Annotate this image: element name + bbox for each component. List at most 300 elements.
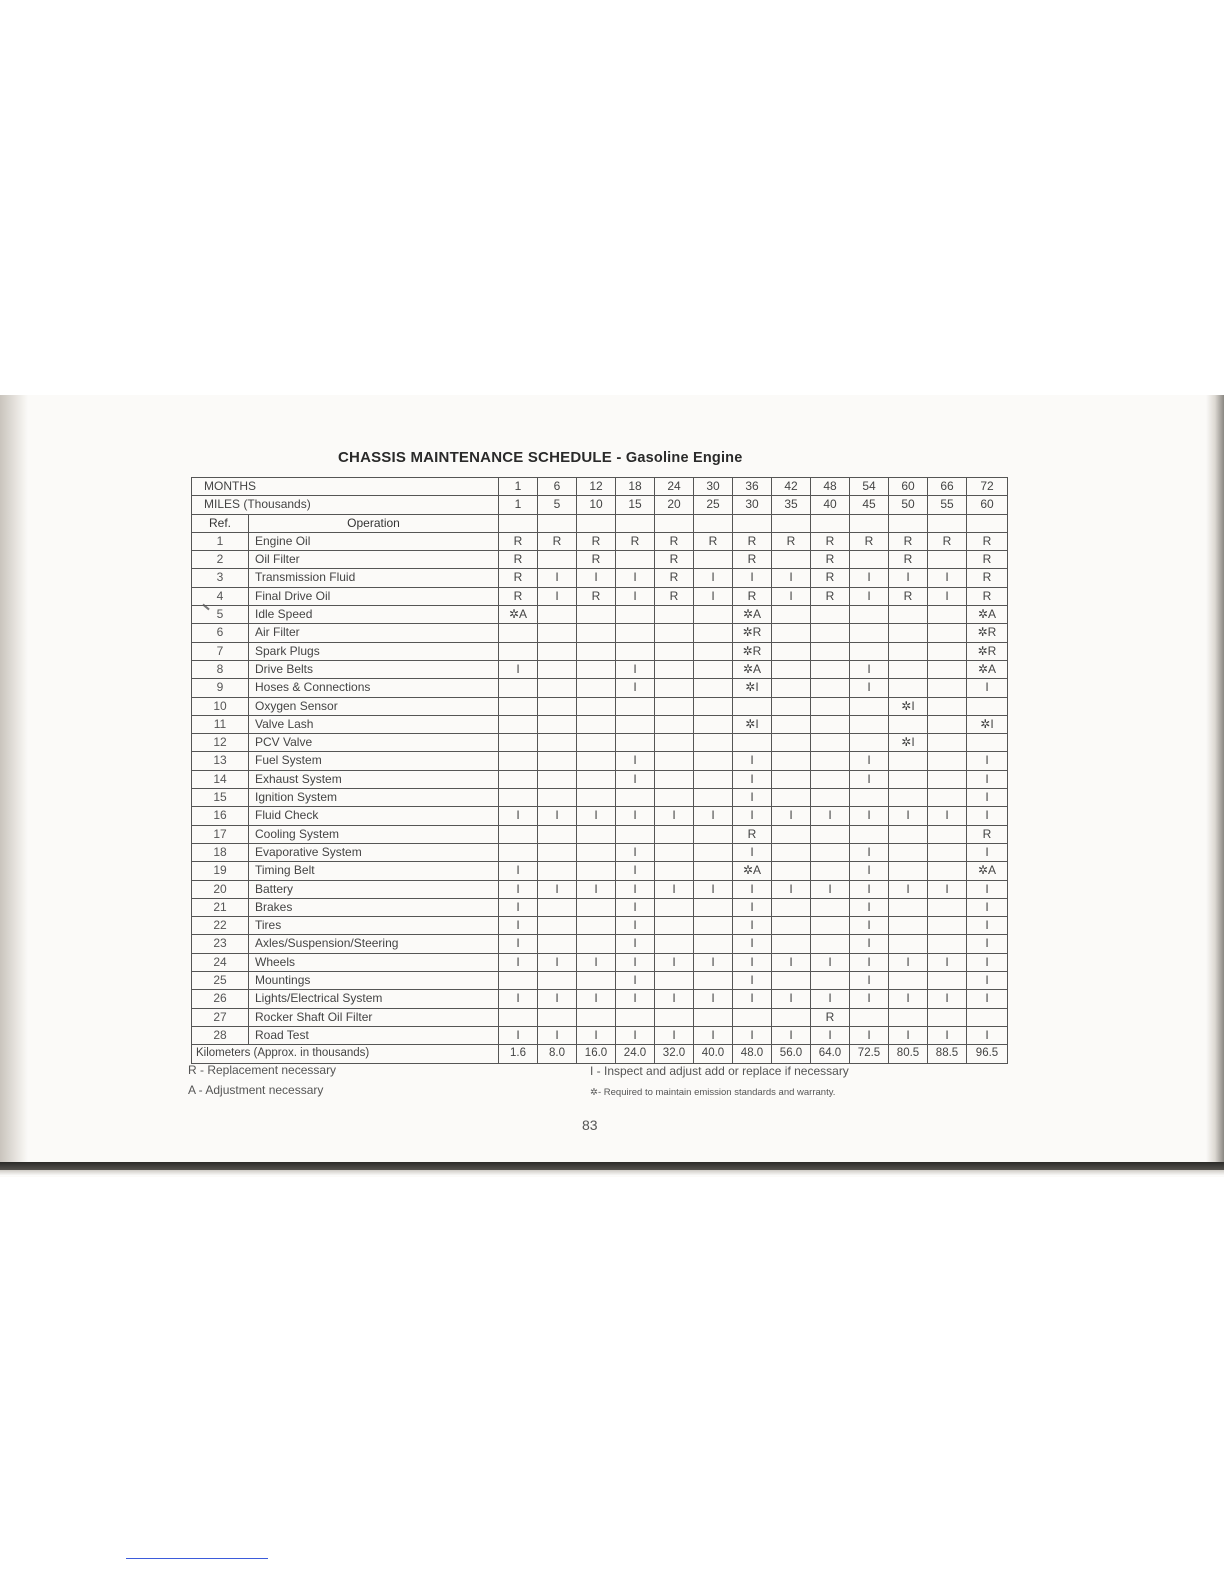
schedule-cell xyxy=(694,642,733,660)
schedule-cell: R xyxy=(655,587,694,605)
schedule-cell: I xyxy=(850,917,889,935)
schedule-cell xyxy=(811,862,850,880)
schedule-cell xyxy=(694,624,733,642)
operation-cell: PCV Valve xyxy=(249,734,499,752)
schedule-cell xyxy=(811,935,850,953)
ref-header: Ref. xyxy=(192,514,249,532)
schedule-cell: I xyxy=(616,752,655,770)
schedule-cell xyxy=(577,642,616,660)
interval-header-cell xyxy=(850,514,889,532)
schedule-cell: R xyxy=(811,532,850,550)
schedule-cell xyxy=(889,935,928,953)
kilometers-cell: 64.0 xyxy=(811,1045,850,1063)
mileage-cell: 15 xyxy=(616,496,655,514)
schedule-cell xyxy=(616,642,655,660)
schedule-cell xyxy=(499,697,538,715)
kilometers-cell: 40.0 xyxy=(694,1045,733,1063)
schedule-cell xyxy=(928,862,967,880)
schedule-cell: I xyxy=(616,935,655,953)
table-row xyxy=(192,752,1008,770)
schedule-cell xyxy=(655,825,694,843)
binding-shadow xyxy=(0,395,28,1165)
schedule-cell xyxy=(538,972,577,990)
schedule-cell xyxy=(889,752,928,770)
schedule-cell xyxy=(928,752,967,770)
schedule-cell: ✲I xyxy=(733,679,772,697)
kilometers-cell: 1.6 xyxy=(499,1045,538,1063)
schedule-cell: ✲A xyxy=(733,606,772,624)
schedule-cell: I xyxy=(577,880,616,898)
ref-cell: 22 xyxy=(192,917,249,935)
schedule-cell: I xyxy=(616,569,655,587)
schedule-cell xyxy=(889,789,928,807)
table-row xyxy=(192,679,1008,697)
month-cell: 12 xyxy=(577,478,616,496)
schedule-cell xyxy=(694,551,733,569)
schedule-cell xyxy=(538,606,577,624)
interval-header-cell xyxy=(772,514,811,532)
schedule-cell xyxy=(538,715,577,733)
operation-cell: Wheels xyxy=(249,953,499,971)
schedule-cell xyxy=(577,697,616,715)
schedule-cell xyxy=(889,862,928,880)
table-row xyxy=(192,569,1008,587)
schedule-cell xyxy=(850,551,889,569)
interval-header-cell xyxy=(889,514,928,532)
schedule-cell xyxy=(811,715,850,733)
schedule-cell xyxy=(928,551,967,569)
schedule-cell: I xyxy=(889,990,928,1008)
schedule-cell: I xyxy=(616,660,655,678)
schedule-cell: I xyxy=(772,990,811,1008)
page-bottom-shadow xyxy=(0,1170,1224,1176)
schedule-cell: I xyxy=(850,898,889,916)
operation-cell: Lights/Electrical System xyxy=(249,990,499,1008)
schedule-cell: I xyxy=(499,862,538,880)
schedule-cell: I xyxy=(850,953,889,971)
schedule-cell: I xyxy=(538,880,577,898)
schedule-cell: I xyxy=(499,1026,538,1044)
table-row xyxy=(192,1026,1008,1044)
miles-label: MILES (Thousands) xyxy=(192,496,499,514)
schedule-cell: I xyxy=(967,935,1008,953)
schedule-cell: R xyxy=(733,825,772,843)
schedule-cell xyxy=(616,1008,655,1026)
table-row xyxy=(192,770,1008,788)
miles-row xyxy=(192,496,1008,514)
schedule-cell: R xyxy=(967,569,1008,587)
months-label: MONTHS xyxy=(192,478,499,496)
schedule-cell xyxy=(811,606,850,624)
schedule-cell: ✲R xyxy=(733,624,772,642)
schedule-cell xyxy=(772,770,811,788)
schedule-cell: I xyxy=(889,953,928,971)
table-row xyxy=(192,642,1008,660)
schedule-cell: I xyxy=(772,953,811,971)
operation-cell: Rocker Shaft Oil Filter xyxy=(249,1008,499,1026)
schedule-cell xyxy=(811,752,850,770)
schedule-cell: ✲I xyxy=(967,715,1008,733)
schedule-cell xyxy=(850,697,889,715)
schedule-cell xyxy=(694,843,733,861)
schedule-cell: I xyxy=(616,770,655,788)
mileage-cell: 25 xyxy=(694,496,733,514)
schedule-cell xyxy=(928,935,967,953)
schedule-cell xyxy=(772,935,811,953)
maintenance-table xyxy=(191,477,1008,1064)
schedule-cell: I xyxy=(616,587,655,605)
schedule-cell: I xyxy=(772,1026,811,1044)
schedule-cell: I xyxy=(616,972,655,990)
schedule-cell: I xyxy=(772,569,811,587)
ref-cell: 26 xyxy=(192,990,249,1008)
mileage-cell: 50 xyxy=(889,496,928,514)
ref-cell: 25 xyxy=(192,972,249,990)
schedule-cell: I xyxy=(655,953,694,971)
schedule-cell xyxy=(538,697,577,715)
schedule-cell xyxy=(772,679,811,697)
interval-header-cell xyxy=(928,514,967,532)
schedule-cell xyxy=(577,624,616,642)
schedule-cell: I xyxy=(967,679,1008,697)
schedule-cell xyxy=(655,734,694,752)
schedule-cell: I xyxy=(733,752,772,770)
schedule-cell: I xyxy=(577,1026,616,1044)
schedule-cell: ✲A xyxy=(733,862,772,880)
table-row xyxy=(192,660,1008,678)
schedule-cell xyxy=(694,679,733,697)
ref-cell: 14 xyxy=(192,770,249,788)
schedule-cell xyxy=(538,642,577,660)
schedule-cell xyxy=(772,606,811,624)
ref-cell: 20 xyxy=(192,880,249,898)
kilometers-cell: 8.0 xyxy=(538,1045,577,1063)
schedule-cell: R xyxy=(928,532,967,550)
mileage-cell: 1 xyxy=(499,496,538,514)
schedule-cell xyxy=(928,715,967,733)
schedule-cell: R xyxy=(577,587,616,605)
schedule-cell xyxy=(577,898,616,916)
operation-cell: Fuel System xyxy=(249,752,499,770)
schedule-cell xyxy=(694,972,733,990)
kilometers-cell: 72.5 xyxy=(850,1045,889,1063)
ref-cell: 27 xyxy=(192,1008,249,1026)
legend-emission: ✲- Required to maintain emission standards and warranty. xyxy=(590,1087,836,1098)
schedule-cell: I xyxy=(928,587,967,605)
schedule-cell xyxy=(577,1008,616,1026)
schedule-cell: I xyxy=(733,807,772,825)
schedule-cell: I xyxy=(733,789,772,807)
schedule-cell xyxy=(655,642,694,660)
operation-cell: Road Test xyxy=(249,1026,499,1044)
kilometers-cell: 56.0 xyxy=(772,1045,811,1063)
schedule-cell xyxy=(577,606,616,624)
schedule-cell xyxy=(655,770,694,788)
ref-cell: 21 xyxy=(192,898,249,916)
schedule-cell xyxy=(811,624,850,642)
schedule-cell xyxy=(538,898,577,916)
schedule-cell: R xyxy=(499,587,538,605)
schedule-cell xyxy=(616,715,655,733)
schedule-cell: I xyxy=(850,752,889,770)
schedule-cell: R xyxy=(889,532,928,550)
schedule-cell: I xyxy=(733,880,772,898)
schedule-cell xyxy=(577,679,616,697)
schedule-cell: I xyxy=(850,807,889,825)
schedule-cell: R xyxy=(811,551,850,569)
mileage-cell: 10 xyxy=(577,496,616,514)
schedule-cell xyxy=(538,551,577,569)
schedule-cell xyxy=(538,917,577,935)
schedule-cell xyxy=(889,825,928,843)
schedule-cell: I xyxy=(499,880,538,898)
schedule-cell: I xyxy=(811,1026,850,1044)
mileage-cell: 55 xyxy=(928,496,967,514)
schedule-cell xyxy=(538,660,577,678)
schedule-cell xyxy=(499,825,538,843)
ref-cell: 13 xyxy=(192,752,249,770)
schedule-cell xyxy=(694,862,733,880)
schedule-cell xyxy=(967,1008,1008,1026)
schedule-cell: R xyxy=(850,532,889,550)
schedule-cell xyxy=(655,606,694,624)
schedule-cell xyxy=(928,734,967,752)
schedule-cell: ✲A xyxy=(499,606,538,624)
schedule-cell: R xyxy=(694,532,733,550)
operation-cell: Air Filter xyxy=(249,624,499,642)
schedule-cell xyxy=(655,752,694,770)
schedule-cell xyxy=(850,789,889,807)
schedule-cell: ✲I xyxy=(733,715,772,733)
schedule-cell xyxy=(928,843,967,861)
ref-cell: 9 xyxy=(192,679,249,697)
schedule-cell xyxy=(772,898,811,916)
table-row xyxy=(192,532,1008,550)
schedule-cell: R xyxy=(811,587,850,605)
schedule-cell xyxy=(616,606,655,624)
schedule-cell: I xyxy=(967,917,1008,935)
schedule-cell: I xyxy=(733,972,772,990)
month-cell: 48 xyxy=(811,478,850,496)
schedule-cell xyxy=(538,752,577,770)
table-row xyxy=(192,587,1008,605)
operation-cell: Cooling System xyxy=(249,825,499,843)
schedule-cell: I xyxy=(499,935,538,953)
schedule-cell: I xyxy=(967,752,1008,770)
schedule-cell: I xyxy=(811,990,850,1008)
schedule-cell xyxy=(616,825,655,843)
schedule-cell xyxy=(811,972,850,990)
interval-header-cell xyxy=(694,514,733,532)
schedule-cell: I xyxy=(733,843,772,861)
schedule-cell xyxy=(538,862,577,880)
schedule-cell xyxy=(928,697,967,715)
schedule-cell xyxy=(577,843,616,861)
month-cell: 66 xyxy=(928,478,967,496)
schedule-cell xyxy=(772,551,811,569)
schedule-cell: I xyxy=(538,953,577,971)
schedule-cell xyxy=(577,715,616,733)
operation-cell: Tires xyxy=(249,917,499,935)
schedule-cell: ✲I xyxy=(889,697,928,715)
schedule-cell: I xyxy=(850,843,889,861)
schedule-cell xyxy=(616,624,655,642)
table-row xyxy=(192,935,1008,953)
schedule-cell: I xyxy=(616,843,655,861)
ref-cell: 3 xyxy=(192,569,249,587)
kilometers-cell: 88.5 xyxy=(928,1045,967,1063)
interval-header-cell xyxy=(967,514,1008,532)
mileage-cell: 35 xyxy=(772,496,811,514)
schedule-cell xyxy=(694,606,733,624)
schedule-cell xyxy=(889,770,928,788)
schedule-cell: I xyxy=(733,770,772,788)
schedule-cell xyxy=(772,1008,811,1026)
schedule-cell xyxy=(889,898,928,916)
month-cell: 30 xyxy=(694,478,733,496)
schedule-cell: I xyxy=(694,587,733,605)
schedule-cell: I xyxy=(694,1026,733,1044)
month-cell: 36 xyxy=(733,478,772,496)
schedule-cell: I xyxy=(850,990,889,1008)
schedule-cell xyxy=(655,972,694,990)
schedule-cell xyxy=(772,752,811,770)
schedule-cell xyxy=(538,789,577,807)
schedule-cell: I xyxy=(733,898,772,916)
schedule-cell xyxy=(811,898,850,916)
schedule-cell: I xyxy=(967,880,1008,898)
table-row xyxy=(192,898,1008,916)
schedule-cell xyxy=(928,972,967,990)
schedule-cell xyxy=(850,715,889,733)
schedule-cell: R xyxy=(655,532,694,550)
schedule-cell: I xyxy=(928,569,967,587)
schedule-cell: R xyxy=(967,532,1008,550)
schedule-cell: R xyxy=(499,532,538,550)
schedule-cell xyxy=(889,917,928,935)
schedule-cell xyxy=(889,679,928,697)
schedule-cell xyxy=(499,624,538,642)
schedule-cell: ✲A xyxy=(733,660,772,678)
schedule-cell xyxy=(694,935,733,953)
interval-header-cell xyxy=(655,514,694,532)
schedule-cell: I xyxy=(538,587,577,605)
mileage-cell: 45 xyxy=(850,496,889,514)
interval-header-cell xyxy=(538,514,577,532)
schedule-cell xyxy=(694,789,733,807)
schedule-cell: R xyxy=(967,551,1008,569)
operation-cell: Evaporative System xyxy=(249,843,499,861)
schedule-cell: I xyxy=(889,1026,928,1044)
schedule-cell xyxy=(655,679,694,697)
schedule-cell xyxy=(811,770,850,788)
schedule-cell xyxy=(811,789,850,807)
schedule-cell xyxy=(499,752,538,770)
schedule-cell xyxy=(694,917,733,935)
schedule-cell xyxy=(928,606,967,624)
schedule-cell: R xyxy=(655,551,694,569)
operation-cell: Brakes xyxy=(249,898,499,916)
schedule-cell xyxy=(538,843,577,861)
schedule-cell xyxy=(616,789,655,807)
schedule-cell: I xyxy=(655,880,694,898)
page-edge xyxy=(1206,395,1224,1170)
schedule-cell: I xyxy=(772,587,811,605)
legend-replacement: R - Replacement necessary xyxy=(188,1063,337,1077)
schedule-cell xyxy=(655,898,694,916)
month-cell: 72 xyxy=(967,478,1008,496)
schedule-cell: I xyxy=(616,953,655,971)
schedule-cell xyxy=(928,917,967,935)
table-row xyxy=(192,880,1008,898)
schedule-cell: I xyxy=(811,880,850,898)
schedule-cell xyxy=(577,917,616,935)
table-row xyxy=(192,624,1008,642)
table-row xyxy=(192,715,1008,733)
table-row xyxy=(192,807,1008,825)
operation-cell: Final Drive Oil xyxy=(249,587,499,605)
month-cell: 6 xyxy=(538,478,577,496)
schedule-cell: I xyxy=(928,1026,967,1044)
schedule-cell: R xyxy=(811,1008,850,1026)
schedule-cell xyxy=(499,843,538,861)
schedule-cell: I xyxy=(538,1026,577,1044)
operation-cell: Hoses & Connections xyxy=(249,679,499,697)
schedule-cell xyxy=(733,1008,772,1026)
schedule-cell xyxy=(499,972,538,990)
footer-rule xyxy=(126,1558,268,1559)
schedule-cell xyxy=(811,642,850,660)
column-header-row xyxy=(192,514,1008,532)
operation-cell: Exhaust System xyxy=(249,770,499,788)
schedule-cell xyxy=(694,1008,733,1026)
schedule-cell xyxy=(889,624,928,642)
schedule-cell xyxy=(499,715,538,733)
table-row xyxy=(192,843,1008,861)
kilometers-cell: 24.0 xyxy=(616,1045,655,1063)
table-row xyxy=(192,606,1008,624)
schedule-cell: I xyxy=(889,569,928,587)
schedule-cell: I xyxy=(616,898,655,916)
schedule-cell: ✲A xyxy=(967,862,1008,880)
ref-cell: 12 xyxy=(192,734,249,752)
schedule-cell xyxy=(928,789,967,807)
schedule-cell: R xyxy=(577,532,616,550)
schedule-cell: I xyxy=(967,972,1008,990)
schedule-cell: ✲A xyxy=(967,660,1008,678)
schedule-cell: I xyxy=(694,953,733,971)
schedule-cell: I xyxy=(928,953,967,971)
schedule-cell: R xyxy=(499,551,538,569)
operation-cell: Engine Oil xyxy=(249,532,499,550)
schedule-cell: I xyxy=(655,807,694,825)
schedule-cell xyxy=(928,825,967,843)
schedule-cell xyxy=(967,734,1008,752)
ref-cell: 7 xyxy=(192,642,249,660)
ref-cell: 6 xyxy=(192,624,249,642)
schedule-cell xyxy=(850,734,889,752)
month-cell: 54 xyxy=(850,478,889,496)
month-cell: 60 xyxy=(889,478,928,496)
schedule-cell: I xyxy=(733,990,772,1008)
schedule-cell xyxy=(577,825,616,843)
schedule-cell: I xyxy=(577,953,616,971)
schedule-cell xyxy=(811,917,850,935)
schedule-cell: I xyxy=(928,880,967,898)
table-row xyxy=(192,1008,1008,1026)
schedule-cell xyxy=(499,642,538,660)
schedule-cell: I xyxy=(772,880,811,898)
